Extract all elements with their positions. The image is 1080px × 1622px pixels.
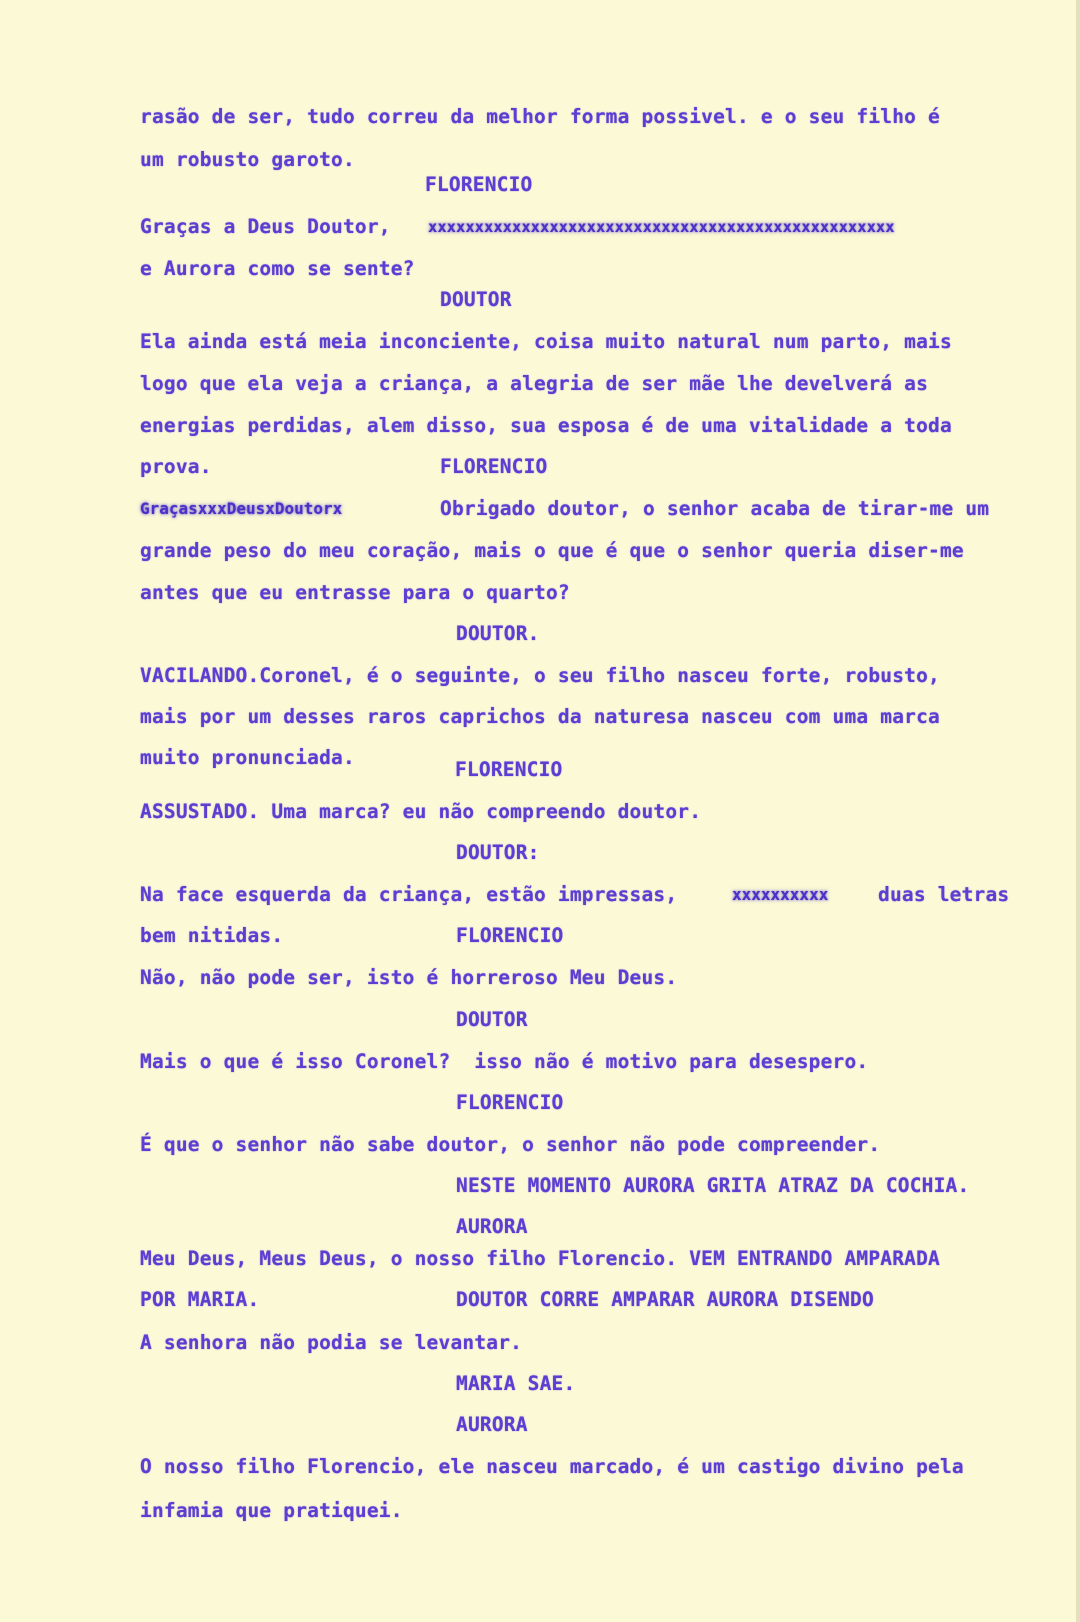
text-line: Na face esquerda da criança, estão impressas, [140, 883, 678, 906]
speaker-heading: FLORENCIO [456, 924, 564, 947]
text-line: POR MARIA. [140, 1288, 260, 1311]
text-line: prova. [140, 455, 212, 478]
text-line: rasão de ser, tudo correu da melhor forma possivel. e o seu filho é [140, 105, 940, 128]
text-line: e Aurora como se sente? [140, 257, 415, 280]
text-line: um robusto garoto. [140, 148, 355, 171]
text-line: Meu Deus, Meus Deus, o nosso filho Florencio. VEM ENTRANDO AMPARADA [140, 1247, 940, 1270]
text-line: antes que eu entrasse para o quarto? [140, 581, 570, 604]
text-line: Ela ainda está meia inconciente, coisa muito natural num parto, mais [140, 330, 952, 353]
page-edge [1076, 0, 1080, 1622]
text-line: VACILANDO.Coronel, é o seguinte, o seu filho nasceu forte, robusto, [140, 664, 940, 687]
text-line: ASSUSTADO. Uma marca? eu não compreendo doutor. [140, 800, 702, 823]
text-line: mais por um desses raros caprichos da naturesa nasceu com uma marca [140, 705, 940, 728]
speaker-heading: FLORENCIO [455, 758, 563, 781]
speaker-heading: DOUTOR [440, 288, 512, 311]
text-line: energias perdidas, alem disso, sua esposa é de uma vitalidade a toda [140, 414, 952, 437]
speaker-heading: FLORENCIO [425, 173, 533, 196]
speaker-heading: AURORA [456, 1413, 528, 1436]
text-line: logo que ela veja a criança, a alegria de ser mãe lhe develverá as [140, 372, 929, 395]
text-line: É que o senhor não sabe doutor, o senhor não pode compreender. [140, 1133, 881, 1156]
stage-direction: MARIA SAE. [456, 1372, 576, 1395]
speaker-heading: FLORENCIO [440, 455, 548, 478]
speaker-heading: DOUTOR. [456, 622, 540, 645]
text-line: grande peso do meu coração, mais o que é que o senhor queria diser-me [140, 539, 964, 562]
text-line: bem nitidas. [140, 924, 284, 947]
text-line: Não, não pode ser, isto é horreroso Meu Deus. [140, 966, 678, 989]
speaker-heading: FLORENCIO [456, 1091, 564, 1114]
text-line: Obrigado doutor, o senhor acaba de tirar-me um [440, 497, 990, 520]
struck-out-text: xxxxxxxxxxxxxxxxxxxxxxxxxxxxxxxxxxxxxxxxxxxxxxxxxx [428, 218, 895, 236]
text-line: Mais o que é isso Coronel? isso não é motivo para desespero. [140, 1050, 869, 1073]
struck-out-text: GraçasxxxDeusxDoutorx [140, 499, 343, 518]
text-line: muito pronunciada. [140, 746, 355, 769]
text-line: Graças a Deus Doutor, [140, 215, 391, 238]
text-line: duas letras [878, 883, 1010, 906]
stage-direction: DOUTOR CORRE AMPARAR AURORA DISENDO [456, 1288, 874, 1311]
speaker-heading: DOUTOR: [456, 841, 540, 864]
text-line: infamia que pratiquei. [140, 1499, 403, 1522]
text-line: A senhora não podia se levantar. [140, 1331, 523, 1354]
struck-out-text: xxxxxxxxxx [732, 885, 829, 904]
stage-direction: NESTE MOMENTO AURORA GRITA ATRAZ DA COCHIA. [456, 1174, 970, 1197]
speaker-heading: AURORA [456, 1215, 528, 1238]
speaker-heading: DOUTOR [456, 1008, 528, 1031]
text-line: O nosso filho Florencio, ele nasceu marcado, é um castigo divino pela [140, 1455, 964, 1478]
